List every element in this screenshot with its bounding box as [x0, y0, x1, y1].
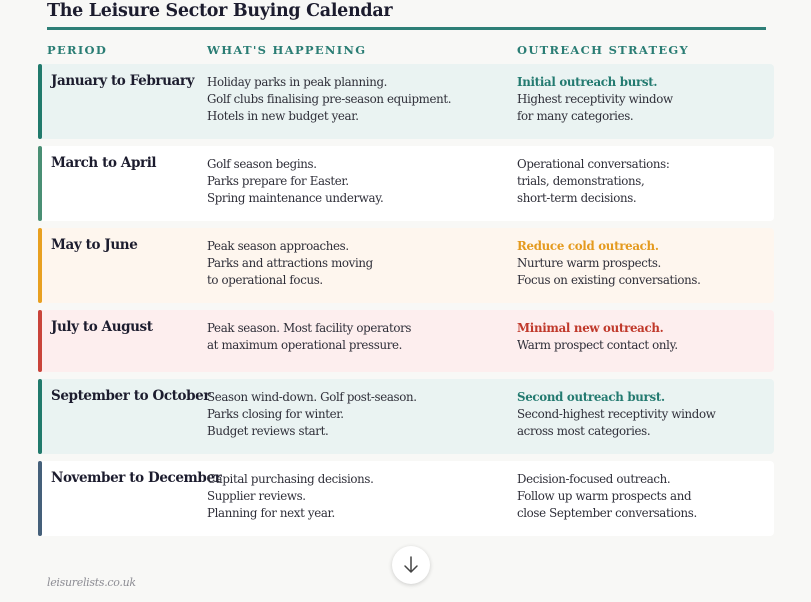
happening-line: Season wind-down. Golf post-season. — [207, 390, 417, 404]
happening-line: Holiday parks in peak planning. — [207, 75, 388, 89]
happening-line: Parks closing for winter. — [207, 406, 344, 421]
period-label: March to April — [51, 155, 157, 171]
strategy-line: short-term decisions. — [517, 190, 637, 205]
arrow-down-icon — [403, 556, 419, 574]
period-label: July to August — [51, 319, 153, 335]
strategy-line: Operational conversations: — [517, 157, 670, 171]
strategy-line: Second-highest receptivity window — [517, 406, 716, 421]
calendar-row — [38, 64, 774, 139]
strategy-text — [517, 471, 697, 521]
column-header-period: PERIOD — [47, 43, 108, 57]
strategy-line: Focus on existing conversations. — [517, 272, 701, 287]
period-label: January to February — [51, 73, 195, 89]
strategy-line: trials, demonstrations, — [517, 173, 645, 188]
happening-text — [207, 238, 373, 288]
footer-source: leisurelists.co.uk — [47, 576, 136, 589]
strategy-lead: Initial outreach burst. — [517, 75, 658, 89]
happening-line: Budget reviews start. — [207, 423, 329, 438]
happening-line: Supplier reviews. — [207, 488, 306, 503]
strategy-line: close September conversations. — [517, 505, 697, 520]
strategy-line: Follow up warm prospects and — [517, 488, 692, 503]
happening-line: Peak season. Most facility operators — [207, 321, 412, 335]
happening-line: Parks and attractions moving — [207, 255, 373, 270]
happening-line: Parks prepare for Easter. — [207, 173, 349, 188]
happening-line: Golf season begins. — [207, 157, 317, 171]
happening-line: at maximum operational pressure. — [207, 337, 403, 352]
happening-line: Capital purchasing decisions. — [207, 472, 374, 486]
strategy-text — [517, 156, 669, 206]
strategy-line: across most categories. — [517, 423, 651, 438]
happening-line: to operational focus. — [207, 272, 323, 287]
strategy-line: Nurture warm prospects. — [517, 255, 661, 270]
strategy-line: Warm prospect contact only. — [517, 337, 678, 352]
period-label: November to December — [51, 470, 222, 486]
happening-line: Spring maintenance underway. — [207, 190, 384, 205]
calendar-row — [38, 146, 774, 221]
happening-text — [207, 74, 451, 124]
strategy-text — [517, 320, 678, 354]
happening-text — [207, 471, 374, 521]
happening-text — [207, 389, 417, 439]
calendar-row — [38, 461, 774, 536]
calendar-row — [38, 379, 774, 454]
strategy-line: Highest receptivity window — [517, 91, 673, 106]
row-accent-bar — [38, 64, 42, 139]
column-header-strategy: OUTREACH STRATEGY — [517, 43, 690, 57]
period-label: May to June — [51, 237, 138, 253]
column-header-happening: WHAT'S HAPPENING — [207, 43, 367, 57]
period-label: September to October — [51, 388, 211, 404]
strategy-lead: Reduce cold outreach. — [517, 239, 659, 253]
strategy-line: Decision-focused outreach. — [517, 472, 671, 486]
strategy-text — [517, 238, 700, 288]
strategy-text — [517, 389, 716, 439]
calendar-row — [38, 310, 774, 372]
happening-text — [207, 320, 411, 354]
happening-text — [207, 156, 383, 206]
happening-line: Hotels in new budget year. — [207, 108, 359, 123]
happening-line: Peak season approaches. — [207, 239, 349, 253]
row-accent-bar — [38, 146, 42, 221]
strategy-lead: Minimal new outreach. — [517, 321, 664, 335]
row-accent-bar — [38, 379, 42, 454]
calendar-row — [38, 228, 774, 303]
strategy-line: for many categories. — [517, 108, 634, 123]
scroll-down-button[interactable] — [392, 546, 430, 584]
strategy-lead: Second outreach burst. — [517, 390, 665, 404]
happening-line: Golf clubs finalising pre-season equipment. — [207, 91, 452, 106]
strategy-text — [517, 74, 673, 124]
page-title: The Leisure Sector Buying Calendar — [47, 1, 393, 21]
calendar-rows — [38, 64, 774, 543]
row-accent-bar — [38, 461, 42, 536]
title-underline — [47, 27, 766, 30]
row-accent-bar — [38, 228, 42, 303]
row-accent-bar — [38, 310, 42, 372]
happening-line: Planning for next year. — [207, 505, 335, 520]
